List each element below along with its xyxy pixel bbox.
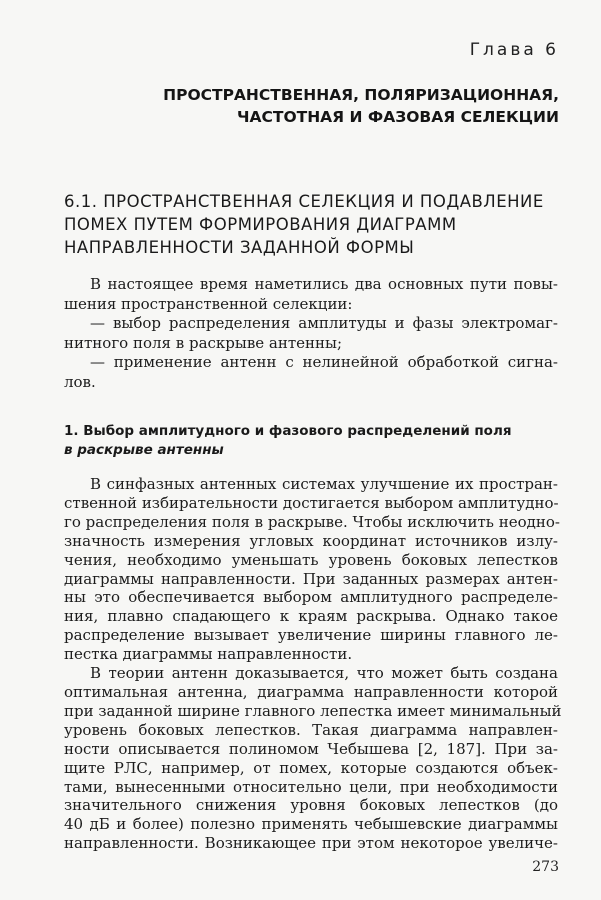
text-line: В настоящее время наметились два основных пути повы-: [90, 275, 558, 293]
text-line: — применение антенн с нелинейной обработкой сигна-: [90, 353, 558, 371]
chapter-title-line: ЧАСТОТНАЯ И ФАЗОВАЯ СЕЛЕКЦИИ: [236, 108, 559, 126]
text-line: пестка диаграммы направленности.: [64, 645, 353, 664]
text-line: нитного поля в раскрыве антенны;: [64, 333, 343, 352]
chapter-title-line: ПРОСТРАНСТВЕННАЯ, ПОЛЯРИЗАЦИОННАЯ,: [163, 86, 559, 104]
subsection-title-line: 1. Выбор амплитудного и фазового распределений поля: [64, 423, 512, 439]
body-paragraphs: [64, 475, 562, 853]
text-line: ния, плавно спадающего к краям раскрыва. Однако такое: [64, 607, 558, 626]
text-line: ности описывается полиномом Чебышева [2, 187]. При за-: [64, 739, 558, 758]
section-title-line: ПОМЕХ ПУТЕМ ФОРМИРОВАНИЯ ДИАГРАММ: [64, 215, 457, 234]
text-line: В синфазных антенных системах улучшение их простран-: [90, 475, 558, 493]
text-line: — выбор распределения амплитуды и фазы электромаг-: [90, 314, 558, 332]
text-line: лов.: [64, 372, 96, 391]
section-title-line: 6.1. ПРОСТРАНСТВЕННАЯ СЕЛЕКЦИЯ И ПОДАВЛЕНИЕ: [64, 192, 544, 211]
text-line: распределение вызывает увеличение ширины главного ле-: [64, 626, 558, 645]
text-line: значительного снижения уровня боковых лепестков (до: [64, 796, 558, 815]
section-title: [64, 190, 564, 259]
text-line: направленности. Возникающее при этом некоторое увеличе-: [64, 834, 558, 853]
text-line: 40 дБ и более) полезно применять чебышевские диаграммы: [64, 815, 558, 834]
text-line: го распределения поля в раскрыве. Чтобы исключить неодно-: [64, 512, 560, 531]
text-line: чения, необходимо уменьшать уровень боковых лепестков: [64, 550, 558, 569]
text-line: В теории антенн доказывается, что может быть создана: [90, 664, 558, 683]
chapter-title: [39, 84, 559, 128]
subsection-title: [64, 422, 558, 460]
text-line: диаграммы направленности. При заданных размерах антен-: [64, 569, 558, 588]
subsection-title-line: в раскрыве антенны: [64, 442, 224, 458]
page-number: 273: [532, 859, 559, 875]
text-line: шения пространственной селекции:: [64, 294, 353, 313]
text-line: щите РЛС, например, от помех, которые создаются объек-: [64, 758, 558, 777]
text-line: тами, вынесенными относительно цели, при необходимости: [64, 777, 558, 796]
text-line: ны это обеспечивается выбором амплитудного распределе-: [64, 588, 558, 607]
text-line: значность измерения угловых координат источников излу-: [64, 531, 558, 550]
text-line: уровень боковых лепестков. Такая диаграмма направлен-: [64, 720, 558, 739]
chapter-label: Глава 6: [469, 40, 559, 60]
intro-paragraph: [64, 275, 558, 392]
text-line: оптимальная антенна, диаграмма направленности которой: [64, 682, 558, 701]
text-line: при заданной ширине главного лепестка имеет минимальный: [64, 701, 562, 720]
text-line: ственной избирательности достигается выбором амплитудно-: [64, 493, 559, 512]
section-title-line: НАПРАВЛЕННОСТИ ЗАДАННОЙ ФОРМЫ: [64, 238, 415, 257]
